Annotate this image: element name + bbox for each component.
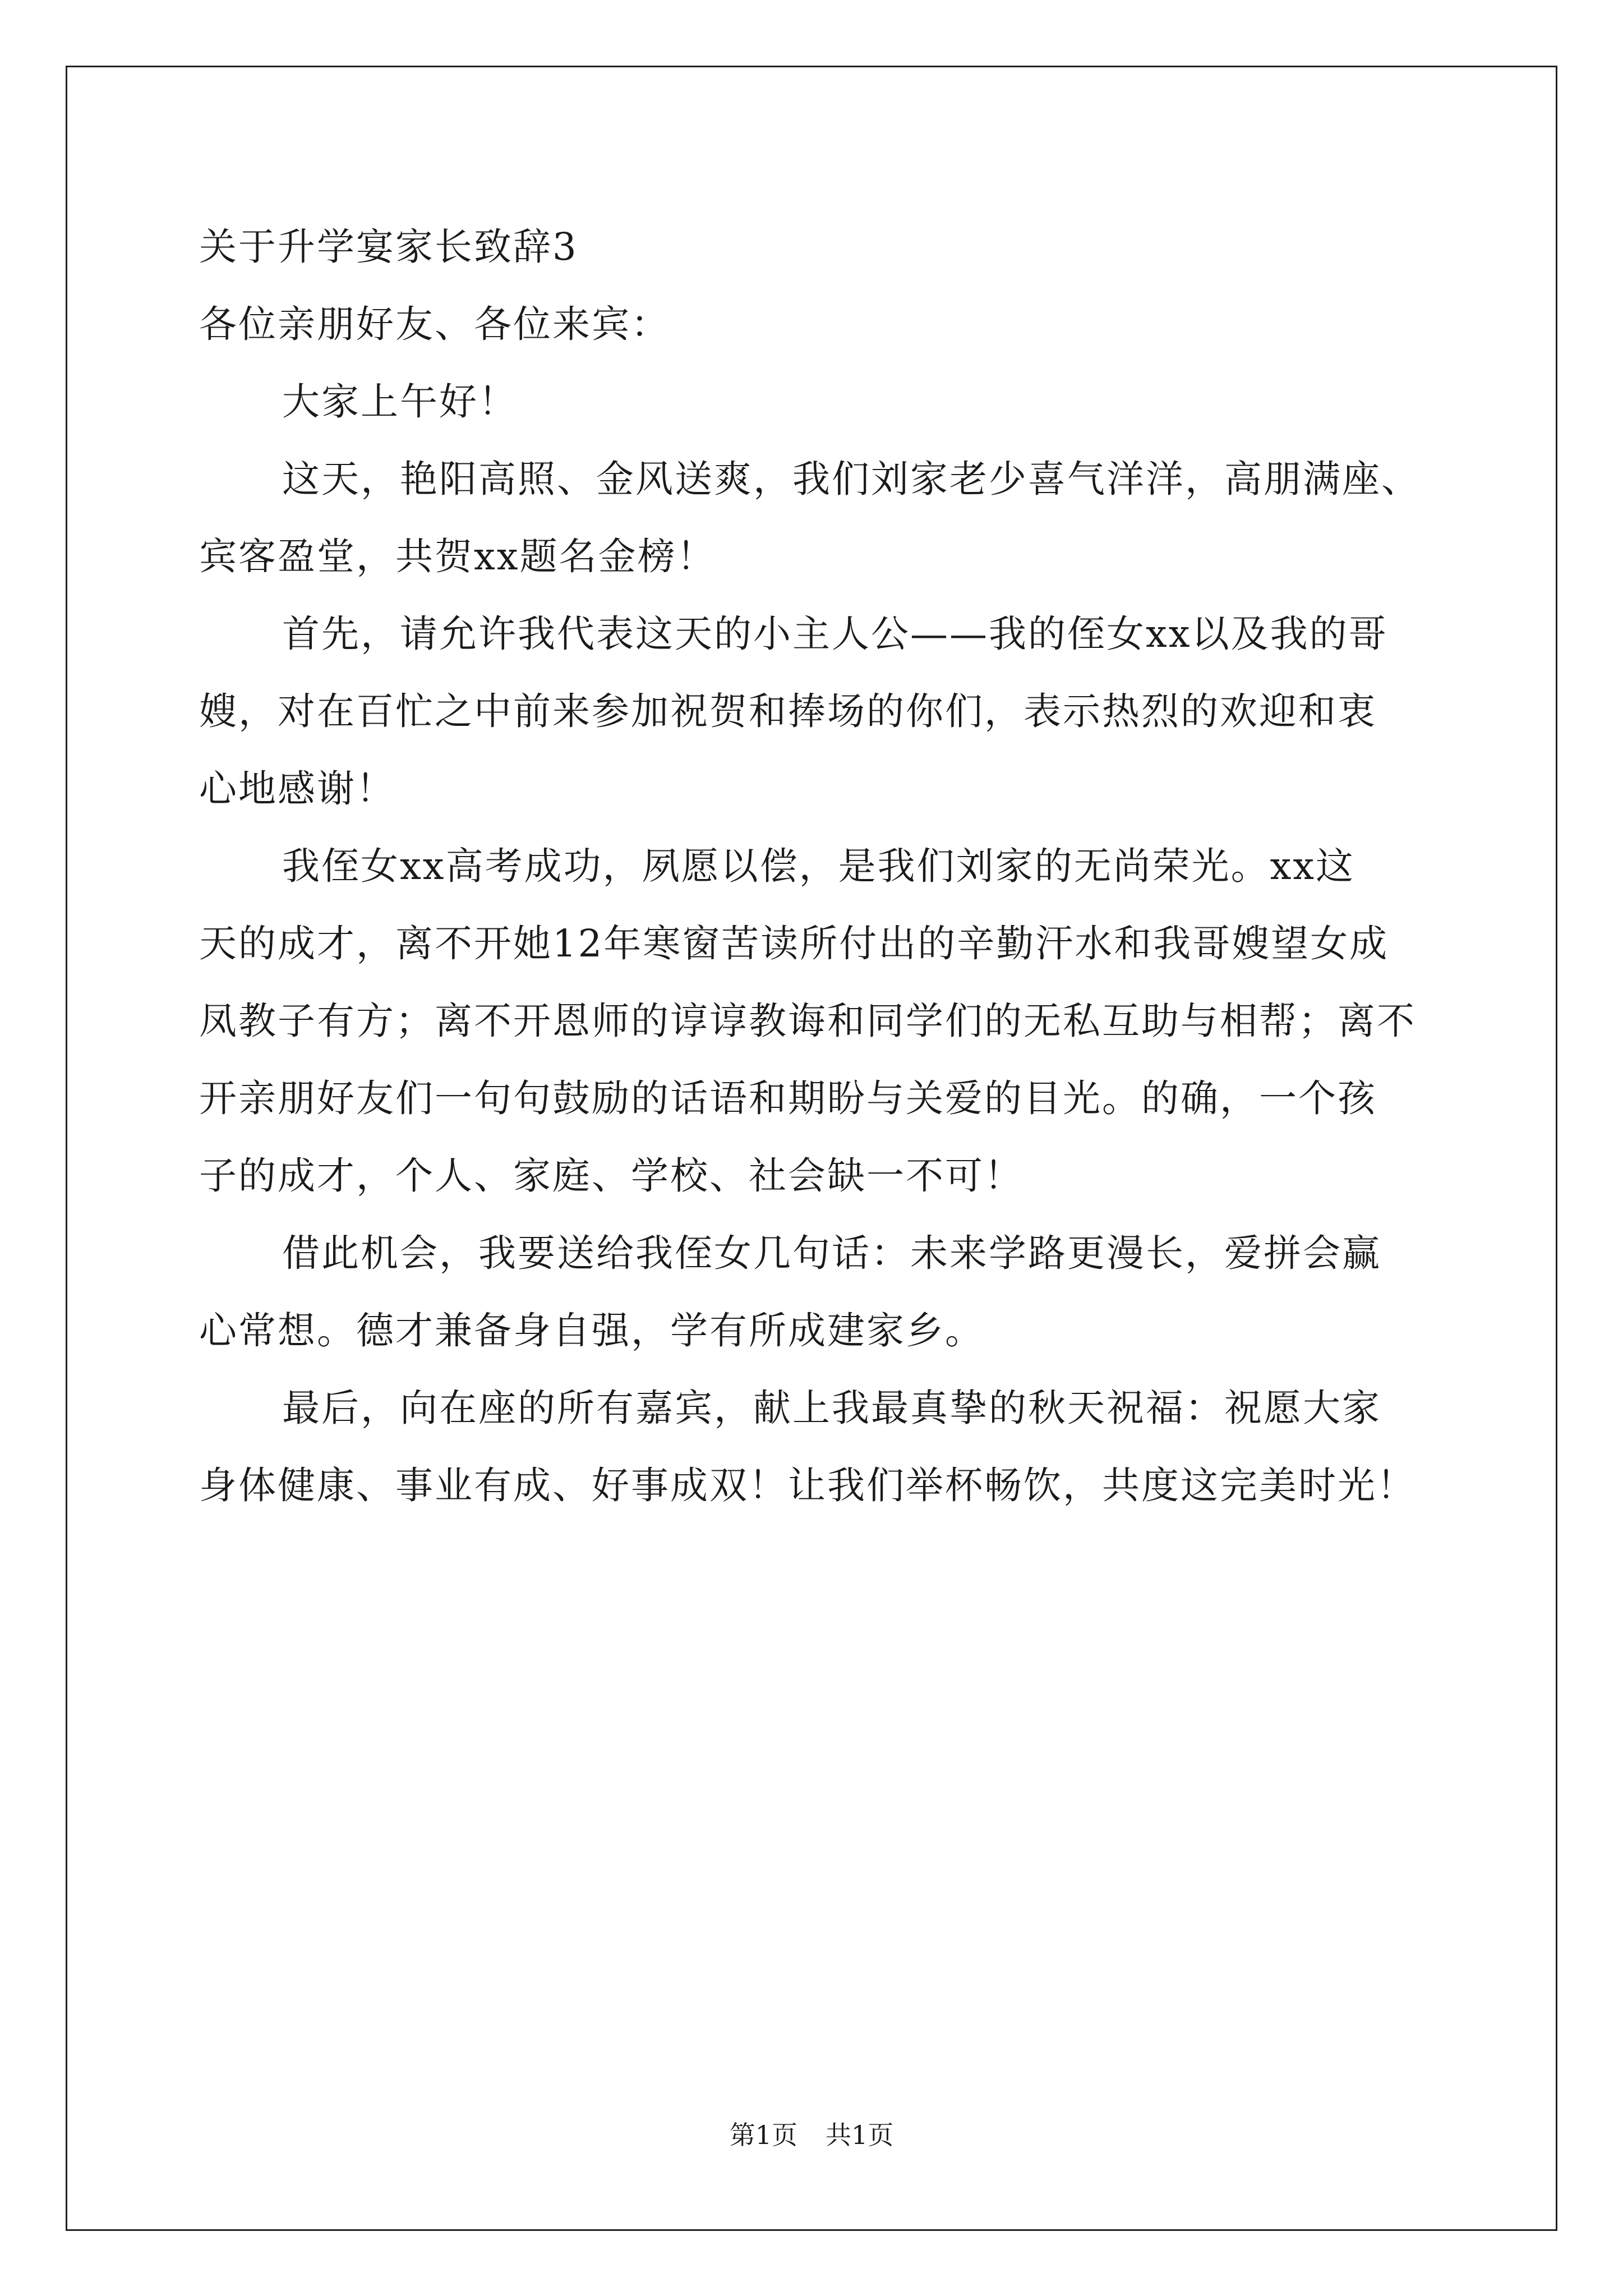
paragraph-3-line-1: 我侄女xx高考成功，夙愿以偿，是我们刘家的无尚荣光。xx这: [282, 844, 1355, 888]
paragraph-3-line-3: 凤教子有方；离不开恩师的谆谆教诲和同学们的无私互助与相帮；离不: [199, 999, 1416, 1043]
paragraph-2-line-1: 首先，请允许我代表这天的小主人公——我的侄女xx以及我的哥: [282, 612, 1388, 656]
page-footer: [0, 2119, 1623, 2151]
paragraph-2-line-3: 心地感谢！: [199, 767, 395, 811]
page-total: 共1页: [826, 2120, 894, 2150]
paragraph-1-line-2: 宾客盈堂，共贺xx题名金榜！: [199, 535, 716, 578]
paragraph-5-line-1: 最后，向在座的所有嘉宾，献上我最真挚的秋天祝福：祝愿大家: [282, 1386, 1381, 1430]
greeting: 大家上午好！: [282, 380, 518, 424]
paragraph-5-line-2: 身体健康、事业有成、好事成双！让我们举杯畅饮，共度这完美时光！: [199, 1464, 1416, 1507]
paragraph-2-line-2: 嫂，对在百忙之中前来参加祝贺和捧场的你们，表示热烈的欢迎和衷: [199, 689, 1377, 733]
paragraph-3-line-2: 天的成才，离不开她12年寒窗苦读所付出的辛勤汗水和我哥嫂望女成: [199, 922, 1389, 965]
document-title: 关于升学宴家长致辞3: [199, 225, 578, 269]
paragraph-4-line-2: 心常想。德才兼备身自强，学有所成建家乡。: [199, 1309, 984, 1352]
page-number: 第1页: [729, 2120, 797, 2150]
paragraph-3-line-4: 开亲朋好友们一句句鼓励的话语和期盼与关爱的目光。的确，一个孩: [199, 1076, 1377, 1120]
paragraph-3-line-5: 子的成才，个人、家庭、学校、社会缺一不可！: [199, 1154, 1023, 1198]
paragraph-1-line-1: 这天，艳阳高照、金风送爽，我们刘家老少喜气洋洋，高朋满座、: [282, 457, 1421, 501]
paragraph-4-line-1: 借此机会，我要送给我侄女几句话：未来学路更漫长，爱拼会赢: [282, 1231, 1381, 1275]
salutation: 各位亲朋好友、各位来宾：: [199, 302, 670, 346]
